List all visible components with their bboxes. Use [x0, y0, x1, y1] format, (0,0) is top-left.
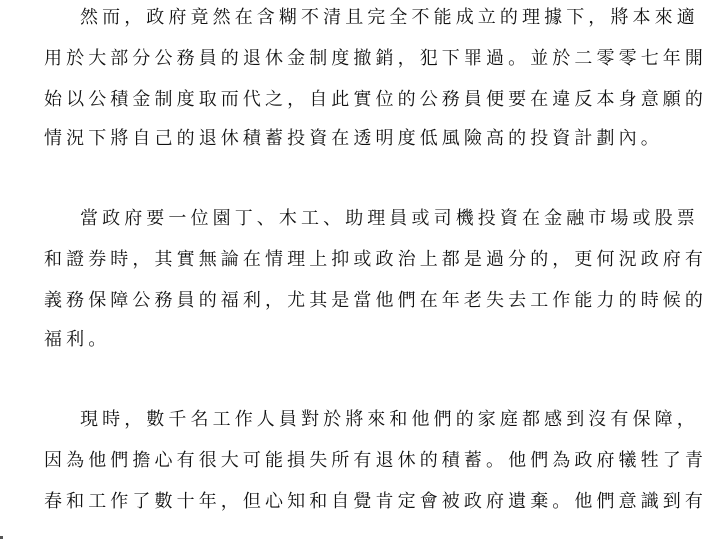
paragraph-3-line-1: 現時，數千名工作人員對於將來和他們的家庭都感到沒有保障， — [80, 409, 699, 430]
paragraph-1-line-2: 用於大部分公務員的退休金制度撤銷，犯下罪過。並於二零零七年開 — [44, 48, 707, 69]
paragraph-2-line-3: 義務保障公務員的福利，尤其是當他們在年老失去工作能力的時候的 — [44, 290, 707, 311]
page-edge-mark — [0, 536, 3, 539]
paragraph-1-line-4: 情況下將自己的退休積蓄投資在透明度低風險高的投資計劃內。 — [44, 128, 663, 149]
paragraph-3-line-3: 春和工作了數十年，但心知和自覺肯定會被政府遺棄。他們意識到有 — [44, 491, 707, 512]
paragraph-1-line-3: 始以公積金制度取而代之，自此實位的公務員便要在違反本身意願的 — [44, 89, 707, 110]
paragraph-2-line-1: 當政府要一位園丁、木工、助理員或司機投資在金融市場或股票 — [80, 208, 699, 229]
paragraph-2-line-2: 和證券時，其實無論在情理上抑或政治上都是過分的，更何況政府有 — [44, 249, 707, 270]
paragraph-2-line-4: 福利。 — [44, 329, 111, 350]
paragraph-3-line-2: 因為他們擔心有很大可能損失所有退休的積蓄。他們為政府犧牲了青 — [44, 450, 707, 471]
paragraph-1-line-1: 然而，政府竟然在含糊不清且完全不能成立的理據下，將本來適 — [80, 7, 699, 28]
